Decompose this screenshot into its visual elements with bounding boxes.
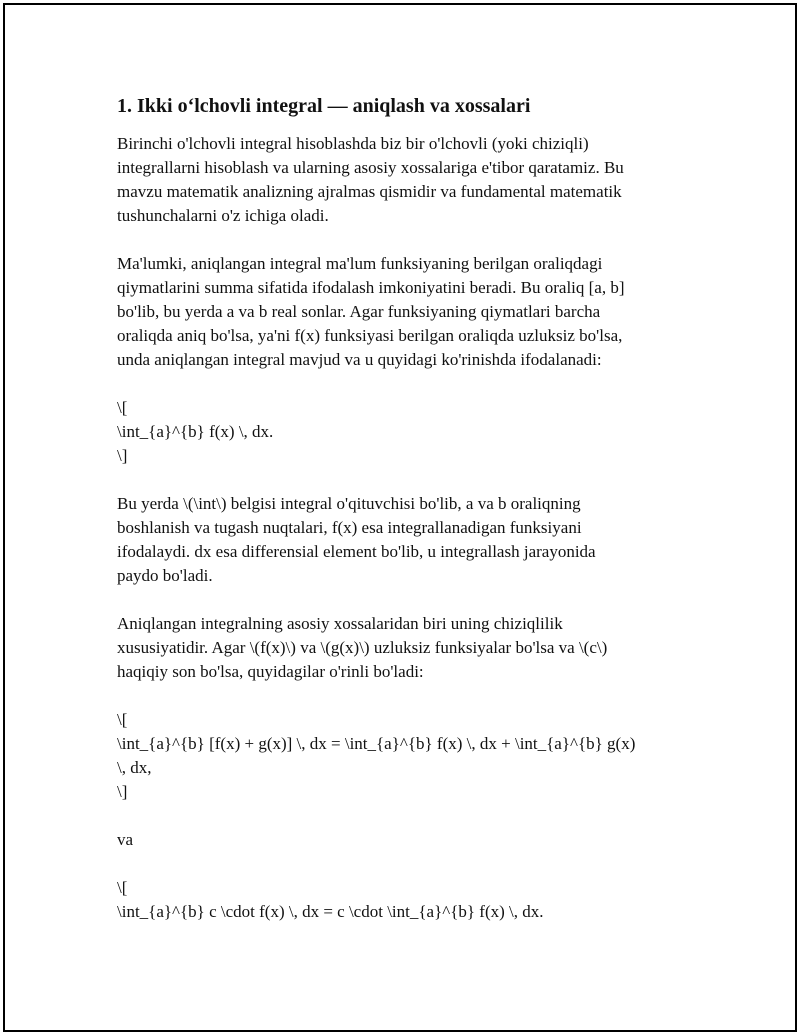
- formula-sum-rule: \[ \int_{a}^{b} [f(x) + g(x)] \, dx = \int_{a}^{b} f(x) \, dx + \int_{a}^{b} g(x) \, dx, \]: [117, 710, 636, 801]
- formula-definite-integral: \[ \int_{a}^{b} f(x) \, dx. \]: [117, 398, 274, 465]
- section-heading: 1. Ikki o‘lchovli integral — aniqlash va xossalari: [117, 95, 531, 117]
- formula-constant-rule: \[ \int_{a}^{b} c \cdot f(x) \, dx = c \cdot \int_{a}^{b} f(x) \, dx.: [117, 878, 544, 921]
- paragraph-intro: Birinchi o'lchovli integral hisoblashda biz bir o'lchovli (yoki chiziqli) integrallarni hisoblash va ularning asosiy xossalariga e'tibor qaratamiz. Bu mavzu matematik analizning ajralmas qismidir va fundamental matematik tushunchalarni o'z ichiga oladi.: [117, 134, 624, 225]
- paragraph-notation: Bu yerda \(\int\) belgisi integral o'qituvchisi bo'lib, a va b oraliqning boshlanish va tugash nuqtalari, f(x) esa integrallanadigan funksiyani ifodalaydi. dx esa differensial element bo'lib, u integrallash jarayonida paydo bo'ladi.: [117, 494, 596, 585]
- paragraph-linearity: Aniqlangan integralning asosiy xossalaridan biri uning chiziqlilik xususiyatidir. Agar \(f(x)\) va \(g(x)\) uzluksiz funksiyalar bo'lsa va \(c\) haqiqiy son bo'lsa, quyidagilar o'rinli bo'ladi:: [117, 614, 608, 681]
- connector-text: va: [117, 830, 134, 849]
- document-body: [117, 92, 697, 948]
- paragraph-definition: Ma'lumki, aniqlangan integral ma'lum funksiyaning berilgan oraliqdagi qiymatlarini summa sifatida ifodalash imkoniyatini beradi. Bu oraliq [a, b] bo'lib, bu yerda a va b real sonlar. Agar funksiyaning qiymatlari barcha oraliqda aniq bo'lsa, ya'ni f(x) funksiyasi berilgan oraliqda uzluksiz bo'lsa, unda aniqlangan integral mavjud va u quyidagi ko'rinishda ifodalanadi:: [117, 254, 625, 369]
